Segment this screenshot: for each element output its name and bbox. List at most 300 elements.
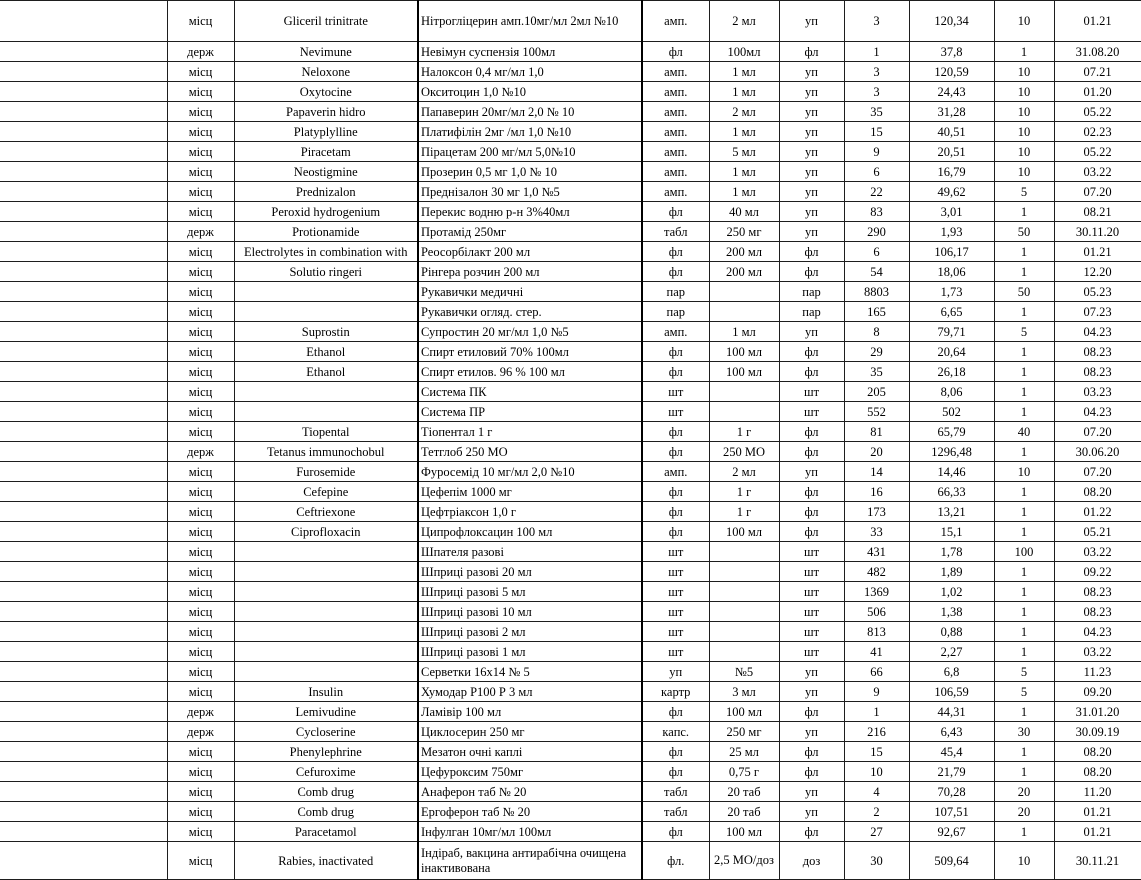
unit-cell[interactable]: фл [779,762,844,782]
unit-cell[interactable]: доз [779,842,844,880]
unit-cell[interactable]: уп [779,722,844,742]
price-cell[interactable]: 107,51 [909,802,994,822]
dose-cell[interactable]: 1 г [709,502,779,522]
dose-cell[interactable] [709,562,779,582]
pack-size-cell[interactable]: 1 [994,42,1054,62]
trade-name-cell[interactable]: Невімун суспензія 100мл [418,42,642,62]
trade-name-cell[interactable]: Цефепім 1000 мг [418,482,642,502]
status-cell[interactable]: держ [167,702,234,722]
pack-size-cell[interactable]: 50 [994,222,1054,242]
dose-cell[interactable]: 20 таб [709,802,779,822]
dose-cell[interactable]: 5 мл [709,142,779,162]
status-cell[interactable]: місц [167,822,234,842]
status-cell[interactable]: місц [167,562,234,582]
inn-name-cell[interactable]: Comb drug [234,782,418,802]
quantity-cell[interactable]: 9 [844,682,909,702]
quantity-cell[interactable]: 66 [844,662,909,682]
table-row[interactable] [0,342,1141,362]
form-cell[interactable]: амп. [642,322,709,342]
trade-name-cell[interactable]: Шприці разові 5 мл [418,582,642,602]
table-row[interactable] [0,562,1141,582]
pack-size-cell[interactable]: 1 [994,642,1054,662]
unit-cell[interactable]: уп [779,102,844,122]
trade-name-cell[interactable]: Протамід 250мг [418,222,642,242]
quantity-cell[interactable]: 22 [844,182,909,202]
expiry-cell[interactable]: 08.20 [1054,762,1141,782]
table-row[interactable] [0,522,1141,542]
form-cell[interactable]: фл [642,342,709,362]
form-cell[interactable]: табл [642,222,709,242]
table-row[interactable] [0,642,1141,662]
quantity-cell[interactable]: 81 [844,422,909,442]
unit-cell[interactable]: уп [779,662,844,682]
inn-name-cell[interactable]: Prednizalon [234,182,418,202]
expiry-cell[interactable]: 11.23 [1054,662,1141,682]
form-cell[interactable]: табл [642,782,709,802]
form-cell[interactable]: амп. [642,102,709,122]
inn-name-cell[interactable] [234,602,418,622]
inn-name-cell[interactable] [234,402,418,422]
table-row[interactable] [0,182,1141,202]
dose-cell[interactable]: 200 мл [709,262,779,282]
unit-cell[interactable]: уп [779,682,844,702]
form-cell[interactable]: шт [642,402,709,422]
expiry-cell[interactable]: 07.20 [1054,182,1141,202]
quantity-cell[interactable]: 54 [844,262,909,282]
inn-name-cell[interactable]: Lemivudine [234,702,418,722]
unit-cell[interactable]: уп [779,202,844,222]
pack-size-cell[interactable]: 1 [994,822,1054,842]
unit-cell[interactable]: уп [779,142,844,162]
status-cell[interactable]: місц [167,602,234,622]
dose-cell[interactable]: 25 мл [709,742,779,762]
status-cell[interactable]: місц [167,322,234,342]
expiry-cell[interactable]: 04.23 [1054,322,1141,342]
expiry-cell[interactable]: 03.23 [1054,382,1141,402]
dose-cell[interactable]: 1 мл [709,122,779,142]
unit-cell[interactable]: фл [779,422,844,442]
table-row[interactable] [0,602,1141,622]
price-cell[interactable]: 509,64 [909,842,994,880]
dose-cell[interactable]: 2 мл [709,1,779,42]
inn-name-cell[interactable]: Suprostin [234,322,418,342]
unit-cell[interactable]: уп [779,122,844,142]
inn-name-cell[interactable]: Tetanus immunochobul [234,442,418,462]
quantity-cell[interactable]: 41 [844,642,909,662]
form-cell[interactable]: капс. [642,722,709,742]
pack-size-cell[interactable]: 1 [994,242,1054,262]
expiry-cell[interactable]: 01.20 [1054,82,1141,102]
trade-name-cell[interactable]: Налоксон 0,4 мг/мл 1,0 [418,62,642,82]
expiry-cell[interactable]: 07.20 [1054,422,1141,442]
trade-name-cell[interactable]: Тетглоб 250 МО [418,442,642,462]
quantity-cell[interactable]: 35 [844,362,909,382]
price-cell[interactable]: 14,46 [909,462,994,482]
trade-name-cell[interactable]: Цефтріаксон 1,0 г [418,502,642,522]
price-cell[interactable]: 8,06 [909,382,994,402]
status-cell[interactable]: місц [167,642,234,662]
expiry-cell[interactable]: 05.22 [1054,102,1141,122]
status-cell[interactable]: місц [167,162,234,182]
quantity-cell[interactable]: 173 [844,502,909,522]
trade-name-cell[interactable]: Хумодар Р100 Р 3 мл [418,682,642,702]
quantity-cell[interactable]: 15 [844,742,909,762]
status-cell[interactable]: місц [167,582,234,602]
dose-cell[interactable] [709,642,779,662]
form-cell[interactable]: шт [642,622,709,642]
price-cell[interactable]: 6,8 [909,662,994,682]
quantity-cell[interactable]: 15 [844,122,909,142]
trade-name-cell[interactable]: Прозерин 0,5 мг 1,0 № 10 [418,162,642,182]
inn-name-cell[interactable]: Paracetamol [234,822,418,842]
inn-name-cell[interactable]: Comb drug [234,802,418,822]
quantity-cell[interactable]: 29 [844,342,909,362]
inn-name-cell[interactable]: Platyplylline [234,122,418,142]
table-row[interactable] [0,742,1141,762]
table-row[interactable] [0,722,1141,742]
table-row[interactable] [0,422,1141,442]
unit-cell[interactable]: фл [779,742,844,762]
expiry-cell[interactable]: 07.23 [1054,302,1141,322]
form-cell[interactable]: фл [642,202,709,222]
form-cell[interactable]: амп. [642,122,709,142]
form-cell[interactable]: амп. [642,162,709,182]
table-row[interactable] [0,662,1141,682]
quantity-cell[interactable]: 216 [844,722,909,742]
price-cell[interactable]: 1,73 [909,282,994,302]
table-row[interactable] [0,762,1141,782]
inn-name-cell[interactable]: Phenylephrine [234,742,418,762]
status-cell[interactable]: місц [167,202,234,222]
table-row[interactable] [0,62,1141,82]
table-row[interactable] [0,462,1141,482]
quantity-cell[interactable]: 20 [844,442,909,462]
inn-name-cell[interactable] [234,302,418,322]
quantity-cell[interactable]: 552 [844,402,909,422]
unit-cell[interactable]: шт [779,602,844,622]
inn-name-cell[interactable]: Ciprofloxacin [234,522,418,542]
inn-name-cell[interactable] [234,662,418,682]
price-cell[interactable]: 0,88 [909,622,994,642]
inn-name-cell[interactable]: Cycloserine [234,722,418,742]
expiry-cell[interactable]: 01.21 [1054,802,1141,822]
dose-cell[interactable] [709,542,779,562]
pack-size-cell[interactable]: 30 [994,722,1054,742]
dose-cell[interactable]: 100 мл [709,702,779,722]
trade-name-cell[interactable]: Спирт етиловий 70% 100мл [418,342,642,362]
form-cell[interactable]: картр [642,682,709,702]
pack-size-cell[interactable]: 20 [994,802,1054,822]
unit-cell[interactable]: шт [779,542,844,562]
expiry-cell[interactable]: 05.22 [1054,142,1141,162]
table-row[interactable] [0,142,1141,162]
pack-size-cell[interactable]: 1 [994,402,1054,422]
table-row[interactable] [0,782,1141,802]
unit-cell[interactable]: уп [779,162,844,182]
quantity-cell[interactable]: 14 [844,462,909,482]
table-row[interactable] [0,402,1141,422]
trade-name-cell[interactable]: Серветки 16х14 № 5 [418,662,642,682]
trade-name-cell[interactable]: Супростин 20 мг/мл 1,0 №5 [418,322,642,342]
pack-size-cell[interactable]: 1 [994,362,1054,382]
trade-name-cell[interactable]: Рукавички медичні [418,282,642,302]
quantity-cell[interactable]: 10 [844,762,909,782]
pack-size-cell[interactable]: 40 [994,422,1054,442]
dose-cell[interactable] [709,582,779,602]
unit-cell[interactable]: шт [779,582,844,602]
unit-cell[interactable]: фл [779,702,844,722]
trade-name-cell[interactable]: Реосорбілакт 200 мл [418,242,642,262]
expiry-cell[interactable]: 01.21 [1054,1,1141,42]
table-row[interactable] [0,262,1141,282]
status-cell[interactable]: місц [167,142,234,162]
inn-name-cell[interactable]: Cefepine [234,482,418,502]
unit-cell[interactable]: фл [779,502,844,522]
dose-cell[interactable]: 3 мл [709,682,779,702]
table-row[interactable] [0,542,1141,562]
unit-cell[interactable]: фл [779,42,844,62]
unit-cell[interactable]: шт [779,402,844,422]
expiry-cell[interactable]: 11.20 [1054,782,1141,802]
inn-name-cell[interactable]: Insulin [234,682,418,702]
quantity-cell[interactable]: 35 [844,102,909,122]
trade-name-cell[interactable]: Перекис водню р-н 3%40мл [418,202,642,222]
dose-cell[interactable] [709,382,779,402]
form-cell[interactable]: пар [642,302,709,322]
dose-cell[interactable]: 250 МО [709,442,779,462]
pack-size-cell[interactable]: 10 [994,82,1054,102]
expiry-cell[interactable]: 05.23 [1054,282,1141,302]
inn-name-cell[interactable] [234,582,418,602]
status-cell[interactable]: місц [167,622,234,642]
quantity-cell[interactable]: 83 [844,202,909,222]
expiry-cell[interactable]: 09.22 [1054,562,1141,582]
pack-size-cell[interactable]: 1 [994,342,1054,362]
unit-cell[interactable]: фл [779,362,844,382]
pack-size-cell[interactable]: 5 [994,322,1054,342]
dose-cell[interactable]: 250 мг [709,222,779,242]
price-cell[interactable]: 45,4 [909,742,994,762]
form-cell[interactable]: фл [642,522,709,542]
pack-size-cell[interactable]: 1 [994,582,1054,602]
dose-cell[interactable]: 100 мл [709,522,779,542]
status-cell[interactable]: місц [167,1,234,42]
form-cell[interactable]: фл [642,42,709,62]
status-cell[interactable]: держ [167,42,234,62]
unit-cell[interactable]: фл [779,822,844,842]
table-row[interactable] [0,102,1141,122]
price-cell[interactable]: 31,28 [909,102,994,122]
trade-name-cell[interactable]: Тіопентал 1 г [418,422,642,442]
form-cell[interactable]: пар [642,282,709,302]
trade-name-cell[interactable]: Шпателя разові [418,542,642,562]
form-cell[interactable]: фл [642,262,709,282]
price-cell[interactable]: 20,51 [909,142,994,162]
price-cell[interactable]: 1296,48 [909,442,994,462]
trade-name-cell[interactable]: Ципрофлоксацин 100 мл [418,522,642,542]
inn-name-cell[interactable]: Ethanol [234,362,418,382]
quantity-cell[interactable]: 290 [844,222,909,242]
table-row[interactable] [0,82,1141,102]
quantity-cell[interactable]: 3 [844,1,909,42]
form-cell[interactable]: амп. [642,142,709,162]
price-cell[interactable]: 37,8 [909,42,994,62]
inn-name-cell[interactable] [234,382,418,402]
pack-size-cell[interactable]: 5 [994,682,1054,702]
unit-cell[interactable]: пар [779,302,844,322]
status-cell[interactable]: місц [167,842,234,880]
expiry-cell[interactable]: 08.23 [1054,362,1141,382]
expiry-cell[interactable]: 04.23 [1054,402,1141,422]
expiry-cell[interactable]: 08.23 [1054,582,1141,602]
price-cell[interactable]: 1,02 [909,582,994,602]
form-cell[interactable]: шт [642,582,709,602]
pack-size-cell[interactable]: 10 [994,462,1054,482]
form-cell[interactable]: шт [642,602,709,622]
quantity-cell[interactable]: 813 [844,622,909,642]
form-cell[interactable]: шт [642,562,709,582]
table-row[interactable] [0,302,1141,322]
pack-size-cell[interactable]: 5 [994,182,1054,202]
price-cell[interactable]: 20,64 [909,342,994,362]
expiry-cell[interactable]: 01.21 [1054,822,1141,842]
status-cell[interactable]: місц [167,342,234,362]
inn-name-cell[interactable]: Oxytocine [234,82,418,102]
form-cell[interactable]: амп. [642,1,709,42]
dose-cell[interactable]: 200 мл [709,242,779,262]
trade-name-cell[interactable]: Преднізалон 30 мг 1,0 №5 [418,182,642,202]
form-cell[interactable]: фл [642,482,709,502]
expiry-cell[interactable]: 03.22 [1054,642,1141,662]
expiry-cell[interactable]: 08.20 [1054,742,1141,762]
dose-cell[interactable]: 100 мл [709,362,779,382]
price-cell[interactable]: 18,06 [909,262,994,282]
quantity-cell[interactable]: 8803 [844,282,909,302]
form-cell[interactable]: шт [642,542,709,562]
expiry-cell[interactable]: 30.11.20 [1054,222,1141,242]
expiry-cell[interactable]: 30.06.20 [1054,442,1141,462]
status-cell[interactable]: місц [167,302,234,322]
price-cell[interactable]: 92,67 [909,822,994,842]
inn-name-cell[interactable] [234,622,418,642]
dose-cell[interactable]: 1 мл [709,82,779,102]
unit-cell[interactable]: уп [779,222,844,242]
status-cell[interactable]: місц [167,82,234,102]
inn-name-cell[interactable]: Cefuroxime [234,762,418,782]
form-cell[interactable]: амп. [642,82,709,102]
quantity-cell[interactable]: 431 [844,542,909,562]
form-cell[interactable]: шт [642,382,709,402]
quantity-cell[interactable]: 165 [844,302,909,322]
dose-cell[interactable]: 1 мл [709,162,779,182]
pack-size-cell[interactable]: 1 [994,562,1054,582]
price-cell[interactable]: 16,79 [909,162,994,182]
unit-cell[interactable]: уп [779,322,844,342]
quantity-cell[interactable]: 27 [844,822,909,842]
dose-cell[interactable]: 2,5 МО/доз [709,842,779,880]
dose-cell[interactable]: №5 [709,662,779,682]
inn-name-cell[interactable]: Ethanol [234,342,418,362]
quantity-cell[interactable]: 6 [844,162,909,182]
trade-name-cell[interactable]: Фуросемід 10 мг/мл 2,0 №10 [418,462,642,482]
inn-name-cell[interactable]: Neloxone [234,62,418,82]
trade-name-cell[interactable]: Окситоцин 1,0 №10 [418,82,642,102]
expiry-cell[interactable]: 01.22 [1054,502,1141,522]
dose-cell[interactable]: 1 г [709,482,779,502]
trade-name-cell[interactable]: Рінгера розчин 200 мл [418,262,642,282]
table-row[interactable] [0,702,1141,722]
dose-cell[interactable]: 0,75 г [709,762,779,782]
pack-size-cell[interactable]: 1 [994,302,1054,322]
table-row[interactable] [0,622,1141,642]
unit-cell[interactable]: уп [779,1,844,42]
unit-cell[interactable]: фл [779,262,844,282]
table-row[interactable] [0,502,1141,522]
dose-cell[interactable]: 1 мл [709,182,779,202]
unit-cell[interactable]: шт [779,382,844,402]
pack-size-cell[interactable]: 20 [994,782,1054,802]
trade-name-cell[interactable]: Система ПР [418,402,642,422]
expiry-cell[interactable]: 07.21 [1054,62,1141,82]
pack-size-cell[interactable]: 1 [994,262,1054,282]
status-cell[interactable]: місц [167,802,234,822]
price-cell[interactable]: 70,28 [909,782,994,802]
expiry-cell[interactable]: 08.21 [1054,202,1141,222]
price-cell[interactable]: 40,51 [909,122,994,142]
dose-cell[interactable]: 2 мл [709,462,779,482]
pack-size-cell[interactable]: 1 [994,382,1054,402]
inn-name-cell[interactable]: Tiopental [234,422,418,442]
pack-size-cell[interactable]: 1 [994,602,1054,622]
table-row[interactable] [0,842,1141,880]
price-cell[interactable]: 106,17 [909,242,994,262]
dose-cell[interactable] [709,622,779,642]
form-cell[interactable]: фл [642,822,709,842]
inn-name-cell[interactable]: Nevimune [234,42,418,62]
trade-name-cell[interactable]: Рукавички огляд. стер. [418,302,642,322]
table-row[interactable] [0,122,1141,142]
status-cell[interactable]: місц [167,422,234,442]
table-row[interactable] [0,282,1141,302]
trade-name-cell[interactable]: Шприці разові 10 мл [418,602,642,622]
quantity-cell[interactable]: 1 [844,42,909,62]
unit-cell[interactable]: шт [779,642,844,662]
price-cell[interactable]: 120,34 [909,1,994,42]
unit-cell[interactable]: уп [779,462,844,482]
status-cell[interactable]: місц [167,282,234,302]
expiry-cell[interactable]: 12.20 [1054,262,1141,282]
price-cell[interactable]: 1,93 [909,222,994,242]
inn-name-cell[interactable] [234,642,418,662]
dose-cell[interactable]: 2 мл [709,102,779,122]
quantity-cell[interactable]: 33 [844,522,909,542]
table-row[interactable] [0,582,1141,602]
expiry-cell[interactable]: 08.23 [1054,602,1141,622]
dose-cell[interactable]: 40 мл [709,202,779,222]
table-row[interactable] [0,362,1141,382]
price-cell[interactable]: 79,71 [909,322,994,342]
inn-name-cell[interactable]: Ceftriexone [234,502,418,522]
quantity-cell[interactable]: 9 [844,142,909,162]
unit-cell[interactable]: фл [779,482,844,502]
pack-size-cell[interactable]: 10 [994,102,1054,122]
unit-cell[interactable]: фл [779,442,844,462]
price-cell[interactable]: 66,33 [909,482,994,502]
quantity-cell[interactable]: 16 [844,482,909,502]
form-cell[interactable]: амп. [642,182,709,202]
expiry-cell[interactable]: 03.22 [1054,162,1141,182]
unit-cell[interactable]: уп [779,82,844,102]
